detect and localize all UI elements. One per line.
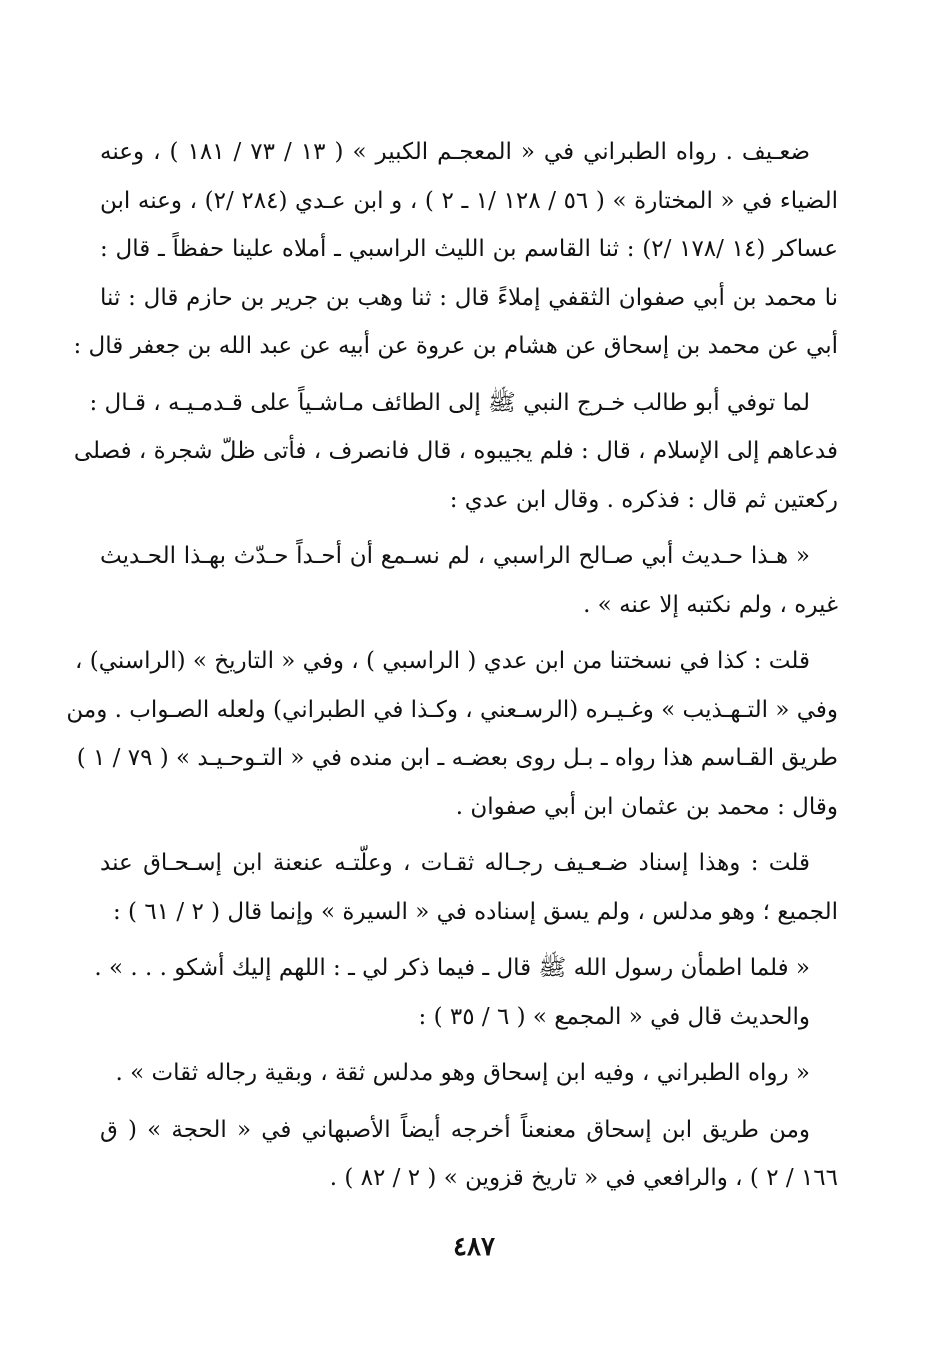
text-line: الجميع ؛ وهو مدلس ، ولم يسق إسناده في « السيرة » وإنما قال ( ٢ / ٦١ ) : [113, 898, 838, 925]
text-line: قلت : كذا في نسختنا من ابن عدي ( الراسبي ) ، وفي « التاريخ » (الراسني) ، [75, 648, 810, 674]
text-line: أبي عن محمد بن إسحاق عن هشام بن عروة عن أبيه عن عبد الله بن جعفر قال : [73, 333, 838, 359]
text-line: ١٦٦ / ٢ ) ، والرافعي في « تاريخ قزوين » ( ٢ / ٨٢ ) . [329, 1165, 838, 1191]
paragraph-isnad-weakness [100, 839, 838, 936]
page-number: ٤٨٧ [453, 1232, 495, 1262]
text-line: ومن طريق ابن إسحاق معنعناً أخرجه أيضاً الأصبهاني في « الحجة » ( ق [100, 1116, 810, 1143]
text-line: نا محمد بن أبي صفوان الثقفي إملاءً قال : ثنا وهب بن جرير بن حازم قال : ثنا [100, 284, 838, 311]
text-line: طريق القـاسم هذا رواه ـ بـل روى بعضـه ـ ابن منده في « التـوحـيـد » ( ٧٩ / ١ ) [76, 745, 838, 771]
paragraph-takhrij [73, 128, 839, 371]
paragraph-hadith-text [73, 379, 838, 525]
text-line: ركعتين ثم قال : فذكره . وقال ابن عدي : [449, 486, 838, 513]
text-line: فدعاهم إلى الإسلام ، قال : فلم يجيبوه ، قال فانصرف ، فأتى ظلّ شجرة ، فصلى [73, 438, 838, 464]
paragraph-majma-quote [100, 1049, 838, 1098]
text-line: لما توفي أبو طالب خـرج النبي ﷺ إلى الطائف مـاشـياً على قـدمـيـه ، قـال : [89, 389, 810, 416]
text-line: غيره ، ولم نكتبه إلا عنه » . [583, 591, 838, 618]
paragraph-majma-intro [100, 993, 838, 1042]
text-line: عساكر (١٤ /١٧٨ /٢) : ثنا القاسم بن الليث الراسبي ـ أملاه علينا حفظاً ـ قال : [100, 236, 839, 262]
text-line: « رواه الطبراني ، وفيه ابن إسحاق وهو مدلس ثقة ، وبقية رجاله ثقات » . [115, 1060, 810, 1086]
text-line: « هـذا حـديث أبي صـالح الراسبي ، لم نسـمع أن أحـداً حـدّث بهـذا الحـديث [100, 543, 810, 569]
page-body [66, 128, 839, 1203]
text-line: وفي « التـهـذيب » وغـيـره (الرسـعني ، وكـذا في الطبراني) ولعله الصـواب . ومن [66, 696, 838, 723]
text-line: والحديث قال في « المجمع » ( ٦ / ٣٥ ) : [418, 1003, 810, 1030]
paragraph-sira-quote [94, 944, 838, 993]
text-line: ضعـيف . رواه الطبراني في « المعجـم الكبير » ( ١٣ / ٧٣ / ١٨١ ) ، وعنه [100, 139, 811, 165]
paragraph-note-name [66, 637, 838, 831]
paragraph-other-routes [100, 1106, 838, 1203]
text-line: الضياء في « المختارة » ( ٥٦ / ١٢٨ /١ ـ ٢ ) ، و ابن عـدي (٢٨٤ /٢) ، وعنه ابن [100, 187, 839, 214]
text-line: وقال : محمد بن عثمان ابن أبي صفوان . [455, 793, 838, 820]
text-line: قلت : وهذا إسناد ضـعـيف رجـاله ثقـات ، وعلّتـه عنعنة ابن إسـحـاق عند [100, 850, 810, 876]
paragraph-ibn-adi-quote [100, 532, 838, 629]
text-line: « فلما اطمأن رسول الله ﷺ قال ـ فيما ذكر لي ـ : اللهم إليك أشكو . . . » . [94, 955, 810, 981]
